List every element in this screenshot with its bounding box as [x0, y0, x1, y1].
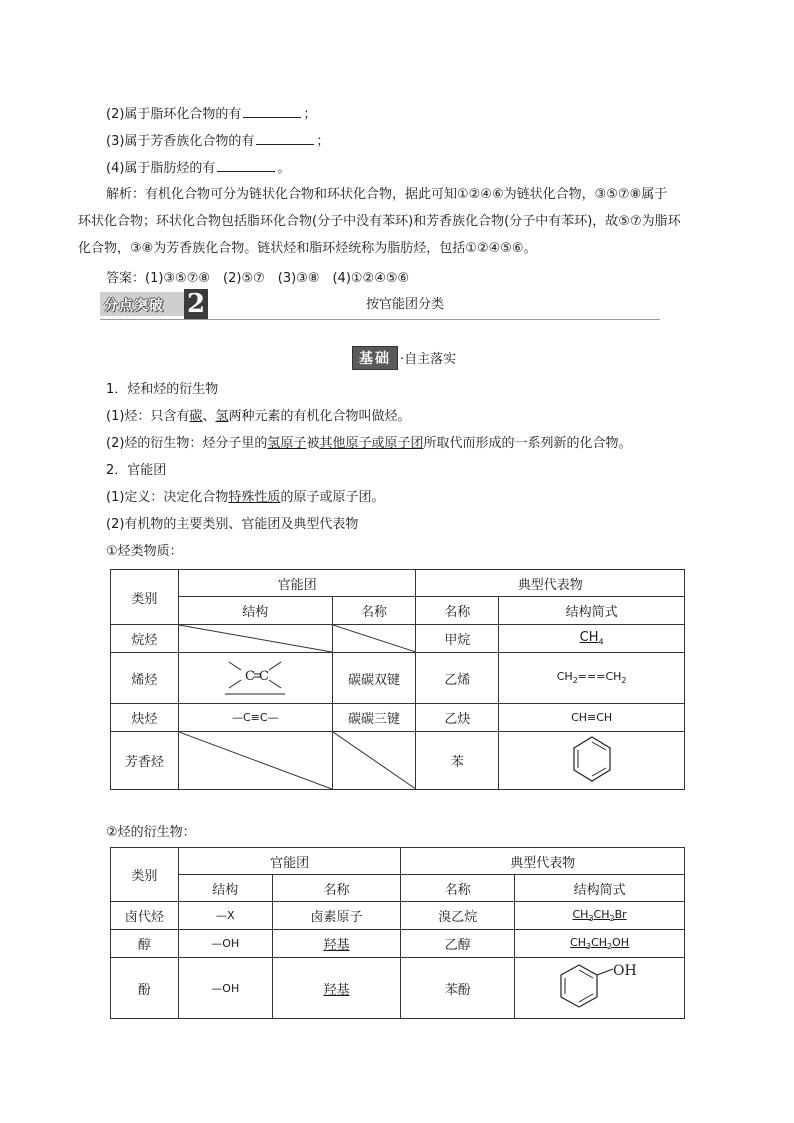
- answer-blank: [256, 131, 314, 145]
- question-4: (4)属于脂肪烃的有 。: [106, 158, 290, 178]
- table-row: [111, 958, 685, 1019]
- header-name: 名称: [272, 875, 401, 902]
- heading-2: 2．官能团: [106, 463, 167, 478]
- answer-blank: [217, 158, 275, 172]
- cell-group-name: 羟基: [272, 930, 401, 958]
- formula-methane: $CH_4$: [579, 630, 604, 647]
- cell-category: 卤代烃: [111, 902, 179, 930]
- header-name: 名称: [332, 597, 416, 625]
- section-badge: [100, 289, 208, 319]
- table-row: [111, 902, 685, 930]
- section-title: 按官能团分类: [366, 297, 445, 312]
- cell-structure: —OH: [178, 958, 272, 1019]
- cell-group-name: 羟基: [272, 958, 401, 1019]
- formula-ethylene: $CH_2===CH_2$: [556, 670, 627, 686]
- cell-formula: CH≡CH: [499, 704, 685, 732]
- header-category: 类别: [111, 570, 179, 625]
- subsection-title: ·自主落实: [400, 352, 457, 367]
- section-badge-label: 分点突破: [104, 298, 164, 314]
- section-number: 2: [184, 289, 208, 319]
- cell-empty-diagonal: [178, 625, 332, 653]
- derivative-table: [110, 847, 685, 1019]
- header-rname: 名称: [401, 875, 515, 902]
- cell-structure: —C≡C—: [178, 704, 332, 732]
- header-group: 官能团: [178, 570, 416, 597]
- cell-structure: [178, 653, 332, 704]
- cell-category: 炔烃: [111, 704, 179, 732]
- header-rep: 典型代表物: [401, 848, 685, 875]
- double-bond-structure: [215, 654, 295, 698]
- formula-bromoethane: $CH_3CH_2Br$: [572, 907, 627, 924]
- cell-category: 醇: [111, 930, 179, 958]
- table-row: [111, 930, 685, 958]
- section-banner: [100, 289, 660, 320]
- phenol-oh-label: OH: [612, 963, 637, 979]
- heading-1: 1．烃和烃的衍生物: [106, 382, 219, 397]
- header-formula: 结构简式: [499, 597, 685, 625]
- cell-formula: [499, 653, 685, 704]
- content-line-5: ①烃类物质：: [106, 544, 183, 559]
- svg-text:C: C: [259, 669, 270, 684]
- cell-rep-name: 乙炔: [416, 704, 499, 732]
- benzene-ring-icon: [570, 734, 614, 784]
- question-3: (3)属于芳香族化合物的有 ；: [106, 131, 329, 151]
- header-formula: 结构简式: [515, 875, 685, 902]
- content-line-3: (1)定义：决定化合物特殊性质的原子或原子团。: [106, 490, 385, 505]
- header-struct: 结构: [178, 875, 272, 902]
- cell-rep-name: 苯酚: [401, 958, 515, 1019]
- content-line-2: (2)烃的衍生物：烃分子里的氢原子被其他原子或原子团所取代而形成的一系列新的化合物。: [106, 436, 632, 451]
- cell-group-name: 碳碳双键: [332, 653, 416, 704]
- cell-rep-name: 苯: [416, 732, 499, 790]
- cell-formula: [515, 902, 685, 930]
- table-row: [111, 732, 685, 790]
- header-group: 官能团: [178, 848, 401, 875]
- cell-formula: [499, 732, 685, 790]
- header-category: 类别: [111, 848, 179, 902]
- content-line-4: (2)有机物的主要类别、官能团及典型代表物: [106, 517, 359, 532]
- cell-rep-name: 溴乙烷: [401, 902, 515, 930]
- cell-empty-diagonal: [332, 732, 416, 790]
- table-row: [111, 704, 685, 732]
- cell-category: 酚: [111, 958, 179, 1019]
- cell-rep-name: 乙烯: [416, 653, 499, 704]
- phenol-structure: [555, 959, 645, 1013]
- cell-rep-name: 甲烷: [416, 625, 499, 653]
- cell-category: 芳香烃: [111, 732, 179, 790]
- analysis-line-2: 环状化合物；环状化合物包括脂环化合物(分子中没有苯环)和芳香族化合物(分子中有苯环)，故⑤⑦为脂环: [78, 214, 681, 229]
- analysis-line-1: 解析：有机化合物可分为链状化合物和环状化合物，据此可知①②④⑥为链状化合物，③⑤⑦⑧属于: [106, 187, 668, 202]
- subsection-heading: [352, 346, 456, 368]
- table-row: [111, 653, 685, 704]
- answer-line: 答案：(1)③⑤⑦⑧ (2)⑤⑦ (3)③⑧ (4)①②④⑤⑥: [106, 271, 410, 286]
- svg-text:C: C: [245, 669, 256, 684]
- table-row: [111, 625, 685, 653]
- subsection-tag: 基础: [352, 346, 398, 370]
- formula-ethanol: $CH_3CH_2OH$: [570, 935, 630, 952]
- cell-formula: [515, 930, 685, 958]
- header-rname: 名称: [416, 597, 499, 625]
- question-2: (2)属于脂环化合物的有 ；: [106, 104, 316, 124]
- analysis-line-3: 化合物，③⑧为芳香族化合物。链状烃和脂环烃统称为脂肪烃，包括①②④⑤⑥。: [78, 241, 537, 256]
- hydrocarbon-table: [110, 569, 685, 790]
- cell-category: 烷烃: [111, 625, 179, 653]
- answer-blank: [243, 104, 301, 118]
- header-rep: 典型代表物: [416, 570, 685, 597]
- cell-formula: [499, 625, 685, 653]
- cell-group-name: 碳碳三键: [332, 704, 416, 732]
- content-line-6: ②烃的衍生物：: [106, 825, 196, 840]
- cell-structure: —OH: [178, 930, 272, 958]
- cell-empty-diagonal: [178, 732, 332, 790]
- cell-rep-name: 乙醇: [401, 930, 515, 958]
- header-struct: 结构: [178, 597, 332, 625]
- cell-empty-diagonal: [332, 625, 416, 653]
- cell-formula: [515, 958, 685, 1019]
- cell-structure: —X: [178, 902, 272, 930]
- content-line-1: (1)烃：只含有碳、氢两种元素的有机化合物叫做烃。: [106, 409, 411, 424]
- cell-category: 烯烃: [111, 653, 179, 704]
- cell-group-name: 卤素原子: [272, 902, 401, 930]
